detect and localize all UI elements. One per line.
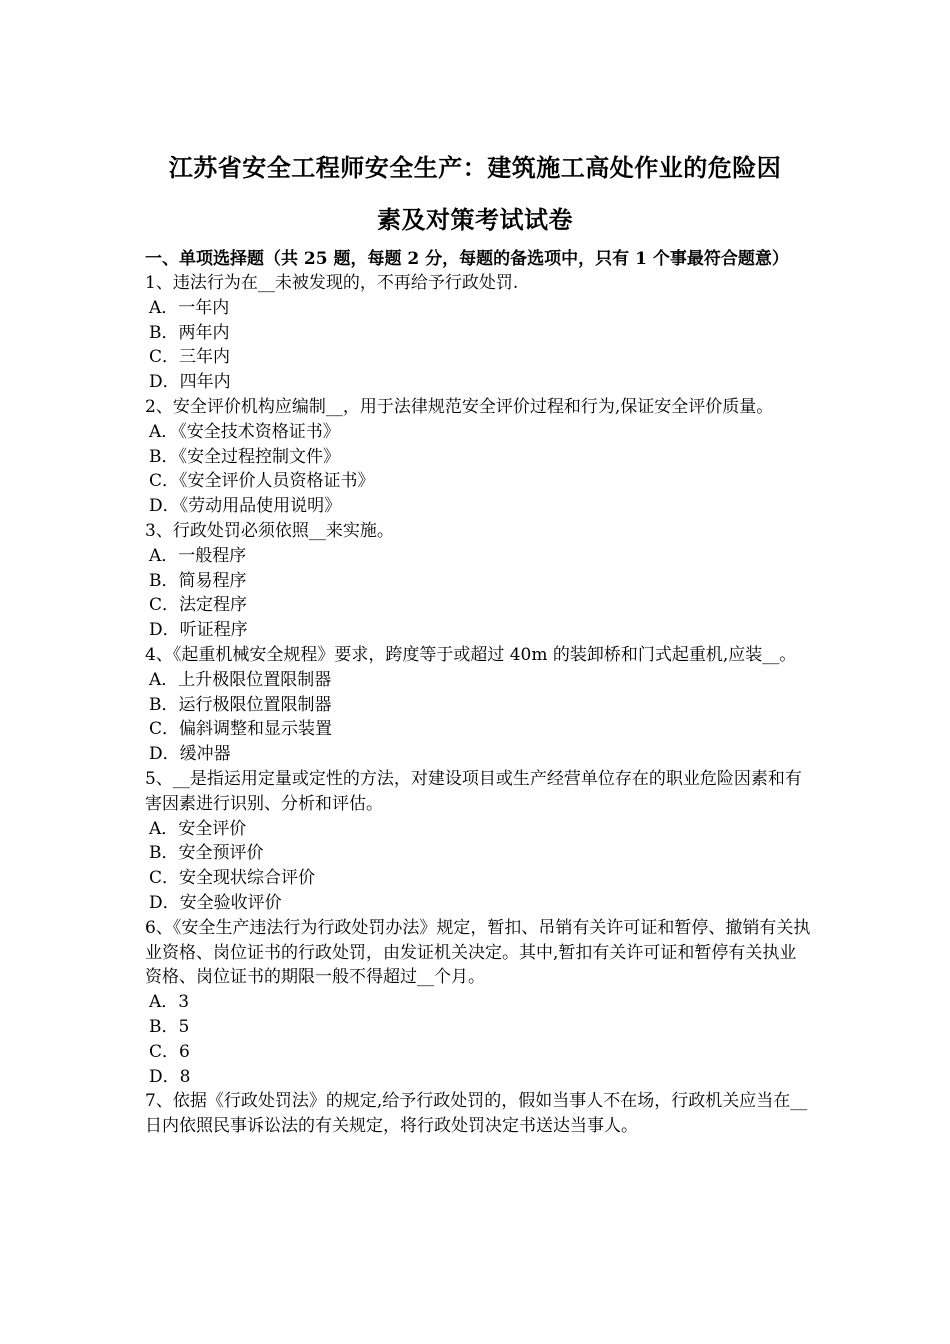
question-text: 5、__是指运用定量或定性的方法，对建设项目或生产经营单位存在的职业危险因素和有害因素进行识别、分析和评估。 (145, 768, 802, 814)
option-d: D．《劳动用品使用说明》 (149, 496, 342, 517)
exam-content (145, 247, 811, 1139)
document-title-line-2: 素及对策考试试卷 (377, 205, 573, 234)
option-c: C．《安全评价人员资格证书》 (149, 471, 375, 492)
option-d: D．听证程序 (149, 620, 248, 641)
option-c: C．三年内 (149, 347, 231, 368)
option-c: C．法定程序 (149, 595, 248, 616)
question-text: 4、《起重机械安全规程》要求，跨度等于或超过 40m 的装卸桥和门式起重机,应装__。 (145, 644, 797, 665)
question-text: 1、违法行为在__未被发现的，不再给予行政处罚. (145, 273, 519, 293)
option-b: B．5 (149, 1016, 190, 1037)
option-b: B．两年内 (149, 322, 230, 343)
option-a: A．安全评价 (149, 818, 247, 839)
question-text: 2、安全评价机构应编制__，用于法律规范安全评价过程和行为,保证安全评价质量。 (145, 396, 774, 417)
document-title-line-1: 江苏省安全工程师安全生产：建筑施工高处作业的危险因 (168, 153, 782, 182)
option-b: B．简易程序 (149, 570, 247, 591)
question-4 (145, 643, 811, 767)
question-5 (145, 767, 811, 916)
option-d: D．缓冲器 (149, 744, 231, 765)
option-c: C．安全现状综合评价 (149, 868, 316, 889)
question-7 (145, 1089, 811, 1139)
option-a: A．一般程序 (149, 545, 247, 566)
question-1 (145, 271, 811, 395)
option-a: A．上升极限位置限制器 (149, 669, 332, 690)
question-text: 3、行政处罚必须依照__来实施。 (145, 520, 394, 541)
option-a: A．《安全技术资格证书》 (149, 421, 340, 442)
section-header: 一、单项选择题（共 25 题，每题 2 分，每题的备选项中，只有 1 个事最符合题意） (145, 249, 789, 269)
option-b: B．《安全过程控制文件》 (149, 446, 340, 467)
question-3 (145, 519, 811, 643)
option-a: A．一年内 (149, 297, 230, 318)
option-c: C．偏斜调整和显示装置 (149, 719, 333, 740)
option-d: D．8 (149, 1066, 191, 1087)
question-2 (145, 395, 811, 519)
question-6 (145, 916, 811, 1090)
question-text: 7、依据《行政处罚法》的规定,给予行政处罚的，假如当事人不在场，行政机关应当在__日内依照民事诉讼法的有关规定，将行政处罚决定书送达当事人。 (145, 1091, 808, 1137)
option-a: A．3 (149, 992, 190, 1013)
option-d: D．四年内 (149, 372, 231, 393)
question-text: 6、《安全生产违法行为行政处罚办法》规定，暂扣、吊销有关许可证和暂停、撤销有关执业资格、岗位证书的行政处罚，由发证机关决定。其中,暂扣有关许可证和暂停有关执业资格、岗位证书的期限一般不得超过__个月。 (145, 917, 811, 988)
option-b: B．安全预评价 (149, 843, 264, 864)
option-c: C．6 (149, 1041, 190, 1062)
option-d: D．安全验收评价 (149, 892, 282, 913)
option-b: B．运行极限位置限制器 (149, 694, 332, 715)
